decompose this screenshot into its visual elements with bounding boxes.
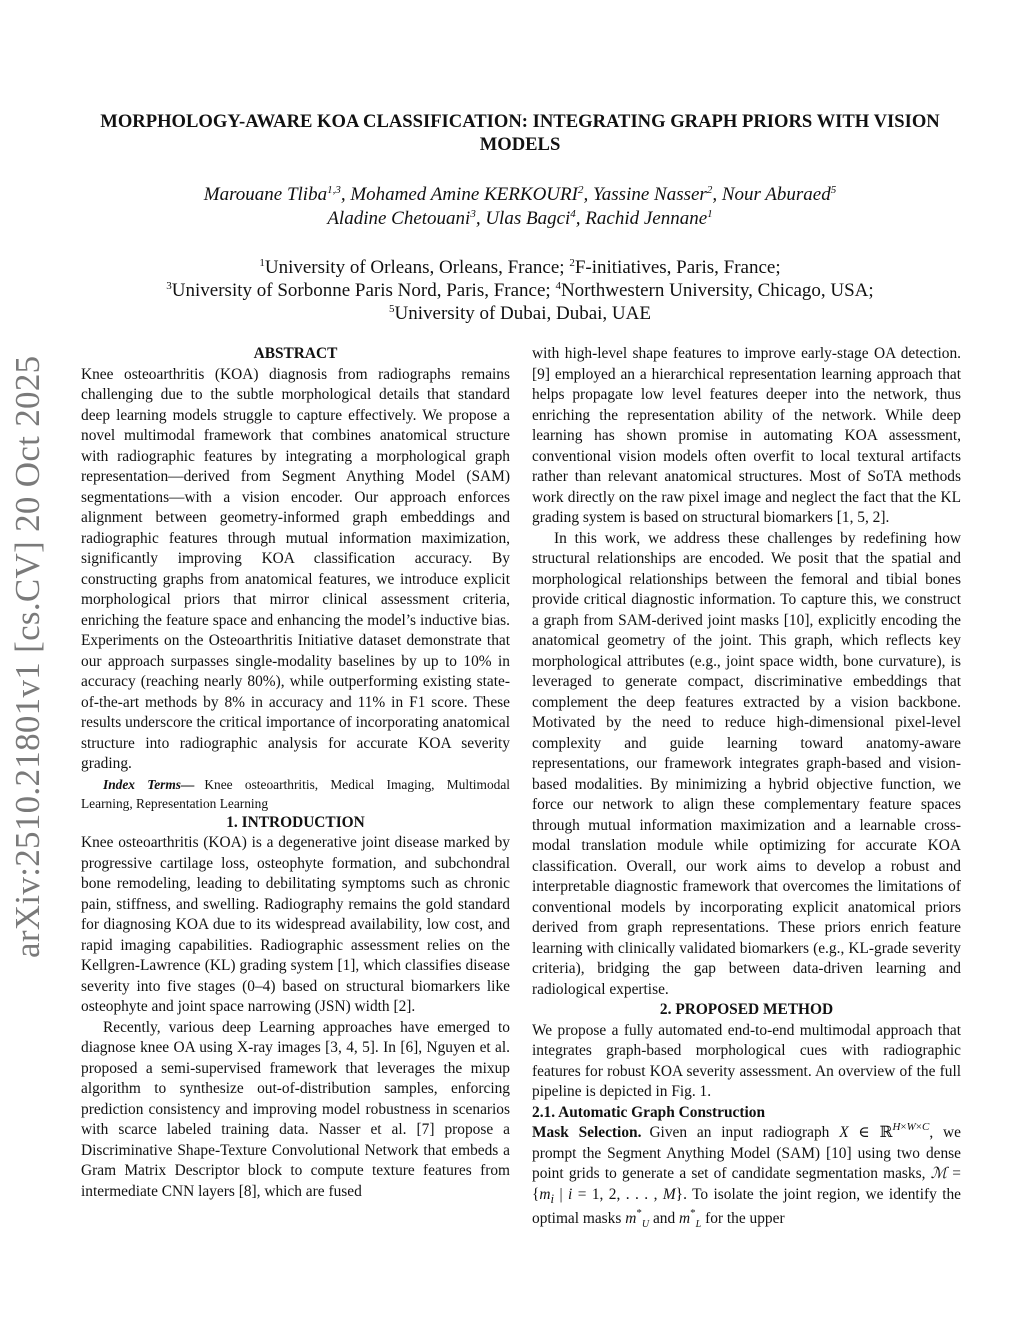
author-affil-sup: 4 [570, 208, 576, 220]
abstract-heading: ABSTRACT [253, 345, 338, 362]
intro-paragraph-2-continued: with high-level shape features to improve early-stage OA detection. [9] employed an a hierarchical representation learning approach that helps propagate low level features deeper into the network, thus enriching the representation ability of the network. While deep learning has shown promise in automating KOA assessment, conventional vision models often overfit to local textural artifacts rather than relevant anatomical structures. Most of SoTA methods work directly on the raw pixel image and neglect the fact that the KL grading system is based on structural biomarkers [1, 5, 2]. [532, 345, 961, 526]
intro-paragraph-2: Recently, various deep Learning approaches have emerged to diagnose knee OA using X-ray images [3, 4, 5]. In [6], Nguyen et al. proposed a semi-supervised framework that leverages the mixup algorithm to synthesize out-of-distribution samples, enforcing prediction consistency and improving model robustness in scenarios with scarce labeled training data. Nasser et al. [7] propose a Discriminative Shape-Texture Convolutional Network that embeds a Gram Matrix Descriptor block to compute texture features from intermediate CNN layers [8], which are fused [81, 1018, 510, 1200]
math-radiograph: X [839, 1124, 849, 1141]
arxiv-stamp: arXiv:2510.21801v1 [cs.CV] 20 Oct 2025 [8, 355, 47, 958]
affil-sup: 3 [166, 280, 172, 292]
affiliation: University of Dubai, Dubai, UAE [394, 303, 651, 324]
mask-selection-paragraph: Mask Selection. Given an input radiograph X ∈ ℝ$^{H\times W\times C}$, we prompt the Segment Anything Model (SAM) [10] using two dense point grids to generate a set of candidate segmentation masks, ℳ = {$m_i$ | i = 1, 2, . . . , M}. To isolate the joint region, we identify the optimal masks $m^*_U$ and $m^*_L$ for the upper [532, 1121, 962, 1231]
mask-text-1: Given an input radiograph [649, 1124, 830, 1141]
author-affil-sup: 2 [577, 184, 584, 196]
author-name: Yassine Nasser [592, 184, 707, 205]
mask-selection-label: Mask Selection. [532, 1124, 642, 1141]
intro-paragraph-1: Knee osteoarthritis (KOA) is a degenerative joint disease marked by progressive cartilage loss, osteophyte formation, and subchondral bone remodeling, leading to debilitating symptoms such as chronic pain, stiffness, and swelling. Radiography remains the gold standard for diagnosing KOA due to its widespread availability, low cost, and rapid imaging capabilities. Radiographic assessment relies on the Kellgren-Lawrence (KL) grading system [1], which classifies disease severity into five stages (0–4) based on structural biomarkers like osteophyte and joint space narrowing (JSN) width [2]. [81, 834, 510, 1015]
method-paragraph-1: We propose a fully automated end-to-end multimodal approach that integrates graph-based morphological cues with radiographic features for robust KOA severity assessment. An overview of the full pipeline is depicted in Fig. 1. [532, 1021, 961, 1100]
affiliation: University of Orleans, Orleans, France; [264, 257, 565, 278]
intro-paragraph-3: In this work, we address these challenges by redefining how structural relationships are encoded. We posit that the spatial and morphological relationships between the femoral and tibial bones provide critical diagnostic information. To capture this, we construct a graph from SAM-derived joint masks [10], explicitly encoding the anatomical geometry of the joint. This graph, which reflects key morphological attributes (e.g., joint space width, bone curvature), is leveraged to generate compact, discriminative embeddings that complement the deep features extracted by a vision backbone. Motivated by the need to reduce high-dimensional pixel-level complexity and guide learning toward anatomy-aware representations, our framework integrates graph-based and vision-based modalities. By minimizing a hybrid objective function, we force our network to align these complementary feature spaces through mutual information maximization and a learnable cross-modal translation module while optimizing for accurate KOA classification. Overall, our work aims to develop a robust and interpretable diagnostic framework that overcomes the limitations of conventional models by incorporating explicit anatomical priors derived from graph representations. These priors enrich feature learning with clinically validated biomarkers (e.g., KL-grade severity criteria), bridging the gap between data-driven learning and radiological expertise. [532, 529, 961, 998]
index-terms-label: Index Terms— [103, 776, 195, 792]
index-terms [81, 775, 510, 813]
mask-text-2: we prompt the Segment Anything Model (SAM) [10] using two dense point grids to generate a set of candidate segmentation masks, [532, 1124, 961, 1182]
index-terms-text: Knee osteoarthritis, Medical Imaging, Multimodal Learning, Representation Learning [81, 776, 510, 811]
affiliation: Northwestern University, Chicago, USA; [560, 280, 874, 301]
math-mask-lower: $m^*_L$ [679, 1207, 702, 1231]
affil-sup: 2 [569, 257, 575, 269]
left-column [81, 344, 510, 1202]
method-heading: 2. PROPOSED METHOD [659, 1001, 834, 1018]
math-mask-upper: $m^*_U$ [625, 1207, 650, 1231]
author-affil-sup: 2 [706, 184, 713, 196]
affil-sup: 4 [555, 280, 561, 292]
affiliation: University of Sorbonne Paris Nord, Paris, France; [171, 280, 551, 301]
author-name: Marouane Tliba [203, 184, 328, 205]
abstract-text: Knee osteoarthritis (KOA) diagnosis from radiographs remains challenging due to the subtle morphological details that standard deep learning models struggle to capture effectively. We propose a novel multimodal framework that combines anatomical structure with radiographic features by integrating a morphological graph representation—derived from Segment Anything Model (SAM) segmentations—with a vision encoder. Our approach enforces alignment between geometry-informed graph embeddings and radiographic features through mutual information maximization, significantly improving KOA classification accuracy. By constructing graphs from anatomical features, we introduce explicit morphological priors that mirror clinical assessment criteria, enriching the feature space and enhancing the model’s inductive bias. Experiments on the Osteoarthritis Initiative dataset demonstrate that our approach surpasses single-modality baselines by up to 10% in accuracy (reaching nearly 80%), while outperforming existing state-of-the-art methods by 8% in accuracy and 11% in F1 score. These results underscore the critical importance of incorporating anatomical structure into radiographic analysis for accurate KOA severity grading. [81, 365, 510, 772]
introduction-heading: 1. INTRODUCTION [226, 813, 365, 831]
math-mask-set: ℳ = {$m_i$ | i = 1, 2, . . . , M} [532, 1165, 961, 1206]
author-affil-sup: 1 [707, 208, 713, 220]
mask-text-3: To isolate the joint region, we identify the optimal masks [532, 1185, 962, 1228]
author-name: Ulas Bagci [485, 208, 571, 229]
author-affil-sup: 3 [470, 208, 476, 220]
author-name: Aladine Chetouani [327, 208, 471, 229]
affil-sup: 1 [259, 257, 265, 269]
author-name: Rachid Jennane [585, 208, 708, 229]
affiliation: F-initiatives, Paris, France; [574, 257, 781, 278]
author-name: Nour Aburaed [721, 184, 831, 205]
mask-text-4: and [652, 1210, 676, 1228]
paper-title: MORPHOLOGY-AWARE KOA CLASSIFICATION: INTEGRATING GRAPH PRIORS WITH VISION MODELS [100, 111, 940, 155]
math-dims: H×W×C [892, 1121, 930, 1133]
author-list: Marouane Tliba$^{1,3}$, Mohamed Amine KERKOURI$^2$, Yassine Nasser$^2$, Nour Aburaed$^5$ Aladine Chetouani$^3$, Ulas Bagci$^4$, Rachid Jennane$^1$ [203, 184, 837, 229]
author-affil-sup: 1,3 [327, 184, 341, 196]
mask-text-5: for the upper [705, 1210, 785, 1228]
author-name: Mohamed Amine KERKOURI [350, 184, 578, 205]
subsection-heading: 2.1. Automatic Graph Construction [532, 1103, 766, 1121]
right-column [532, 344, 961, 1236]
affiliations [90, 256, 950, 325]
affil-sup: 5 [389, 303, 395, 315]
author-affil-sup: 5 [830, 184, 837, 196]
